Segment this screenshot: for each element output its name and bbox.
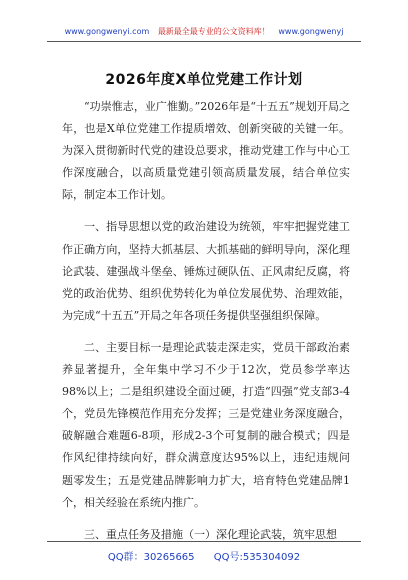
- guiding-ideology-paragraph: 一、指导思想以党的政治建设为统领，牢牢把握党建工作正确方向，坚持大抓基层、大抓基础的鲜明导向，深化理论武装、建强战斗堡垒、锤炼过硬队伍、正风肃纪反腐，将党的政治优势、组织优势转化为单位发展优势、治理效能，为完成“十五五”开局之年各项任务提供坚强组织保障。: [62, 220, 350, 322]
- footer-qq: QQ号:535304092: [213, 552, 301, 563]
- header-left-url[interactable]: www.gongwenyi.com: [64, 27, 150, 36]
- page-footer: [0, 548, 408, 563]
- document-body: [62, 96, 350, 556]
- intro-paragraph: “功崇惟志，业广惟勤。”2026年是“十五五”规划开局之年，也是X单位党建工作提质增效、创新突破的关键一年。为深入贯彻新时代党的建设总要求，推动党建工作与中心工作深度融合，以高质量党建引领高质量发展，结合单位实际，制定本工作计划。: [62, 100, 350, 202]
- header-divider: [47, 41, 361, 42]
- header-right-url[interactable]: www.gongwenyj: [278, 27, 344, 36]
- key-tasks-paragraph: 三、重点任务及措施（一）深化理论武装，筑牢思想: [84, 527, 337, 541]
- main-goals-paragraph: 二、主要目标一是理论武装走深走实，党员干部政治素养显著提升，全年集中学习不少于12次，党员参学率达98%以上；二是组织建设全面过硬，打造“四强”党支部3-4个，党员先锋模范作用充分发挥；三是党建业务深度融合，破解融合难题6-8项，形成2-3个可复制的融合模式；四是作风纪律持续向好，群众满意度达95%以上，违纪违规问题零发生；五是党建品牌影响力扩大，培育特色党建品牌1个，相关经验在系统内推广。: [62, 340, 350, 509]
- page-header: [0, 26, 408, 37]
- header-promo: 最新最全最专业的公文资料库！: [157, 27, 270, 36]
- footer-qq-group: QQ群：30265665: [107, 552, 195, 563]
- footer-divider: [47, 541, 361, 542]
- document-title: 2026年度X单位党建工作计划: [105, 72, 303, 88]
